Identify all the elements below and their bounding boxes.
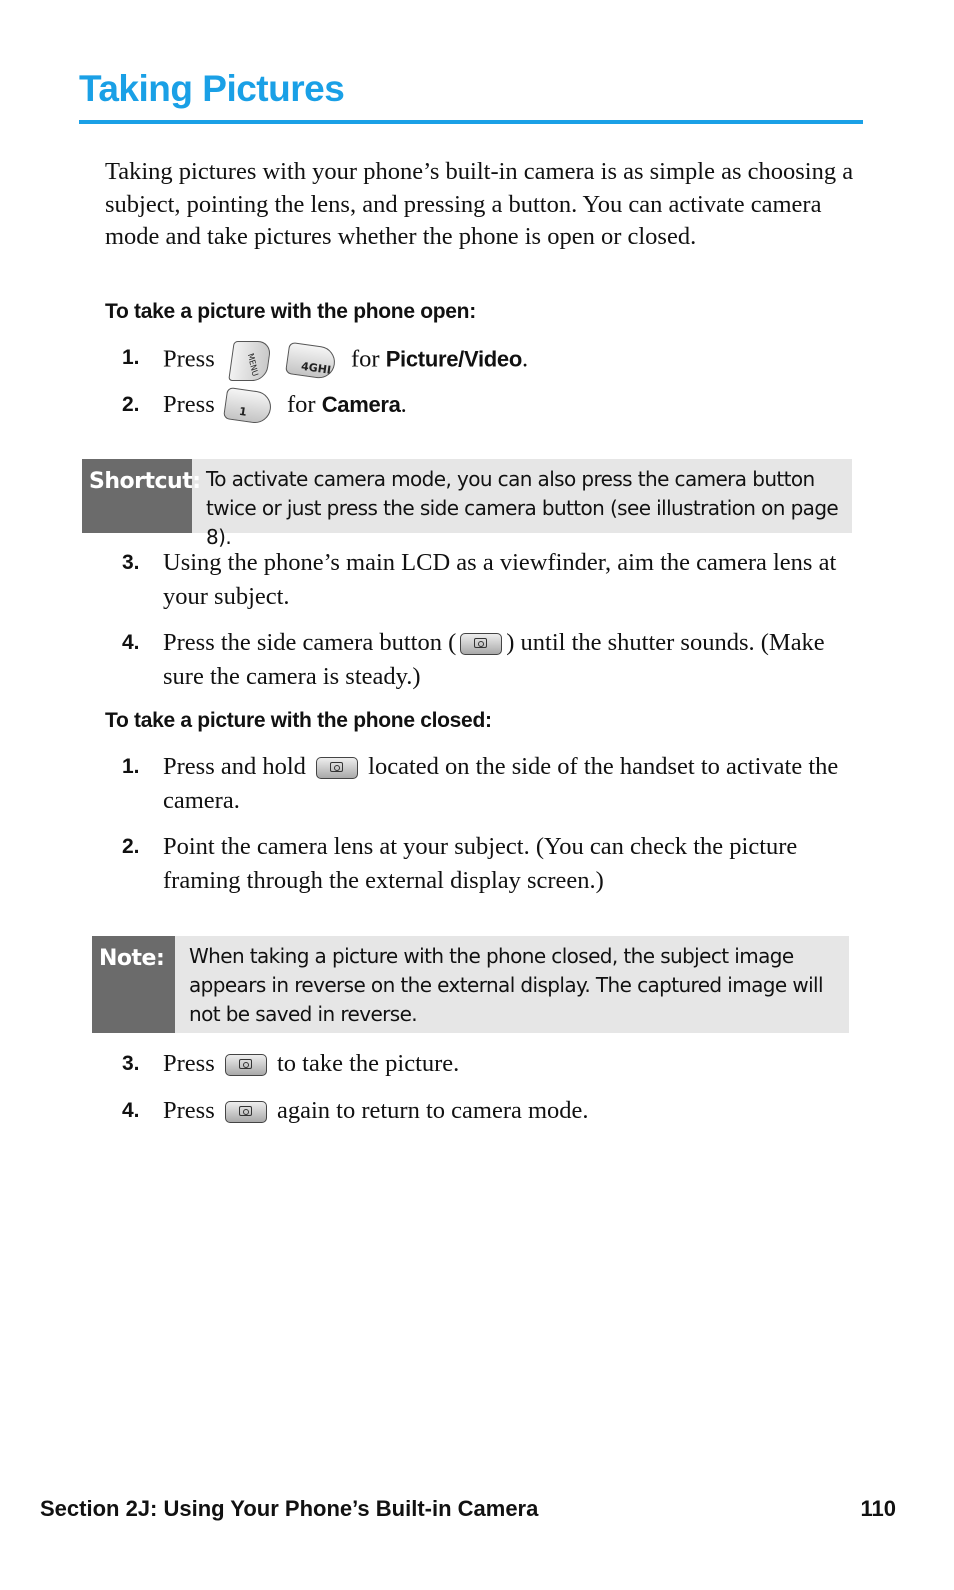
intro-paragraph: Taking pictures with your phone’s built-in camera is as simple as choosing a subject, pointing the lens, and pressing a button. You can activate camera mode and take pictures whether the phone is open or closed. [105, 158, 854, 250]
step-text: for [350, 345, 380, 373]
step-number: 1. [122, 755, 140, 778]
step-text: to take the picture. [276, 1050, 460, 1077]
step-number: 1. [122, 346, 140, 369]
step-text: Press and hold [163, 753, 306, 780]
step-text: again to return to camera mode. [276, 1097, 589, 1124]
note-callout [92, 936, 849, 1033]
four-key-icon: 4GHI [285, 342, 337, 380]
step-text: Point the camera lens at your subject. (You can check the picture framing through the external display screen.) [163, 833, 798, 894]
step-keyword: Camera [321, 392, 401, 417]
note-label: Note: [92, 936, 175, 1033]
closed-phone-heading: To take a picture with the phone closed: [105, 709, 492, 732]
menu-key-icon: MENU [228, 341, 272, 381]
step-keyword: Picture/Video [385, 346, 522, 372]
step-text: Using the phone’s main LCD as a viewfinder, aim the camera lens at your subject. [163, 549, 837, 610]
step-text: ) until the shutter sounds. (Make sure the camera is steady.) [163, 629, 825, 690]
step-text: Press the side camera button ( [163, 629, 457, 656]
page-number: 110 [860, 1496, 896, 1521]
open-phone-heading: To take a picture with the phone open: [105, 300, 476, 323]
page-title: Taking Pictures [79, 68, 345, 109]
camera-key-icon [225, 1054, 267, 1076]
camera-key-icon [316, 757, 358, 779]
step-number: 3. [122, 1052, 140, 1075]
camera-key-icon [460, 633, 502, 655]
shortcut-text: To activate camera mode, you can also press the camera button twice or just press the side camera button (see illustration on page 8). [206, 467, 839, 549]
step-text: Press [163, 1097, 215, 1124]
step-punctuation: . [521, 345, 529, 373]
shortcut-callout [82, 459, 852, 549]
step-number: 3. [122, 551, 140, 574]
step-number: 4. [122, 1099, 140, 1122]
footer-section-title: Section 2J: Using Your Phone’s Built-in Camera [40, 1496, 539, 1521]
one-key-icon: 1 [223, 387, 273, 425]
camera-key-icon [225, 1101, 267, 1123]
title-rule [79, 120, 863, 124]
step-text: for [286, 391, 316, 418]
step-punctuation: . [400, 391, 407, 418]
step-text: located on the side of the handset to activate the camera. [163, 753, 839, 814]
step-number: 2. [122, 835, 140, 858]
step-text: Press [163, 391, 215, 418]
step-text: Press [163, 345, 215, 373]
note-text: When taking a picture with the phone closed, the subject image appears in reverse on the external display. The captured image will not be saved in reverse. [189, 944, 823, 1026]
step-text: Press [163, 1050, 215, 1077]
step-number: 4. [122, 631, 140, 654]
shortcut-label: Shortcut: [82, 459, 192, 533]
step-number: 2. [122, 393, 140, 416]
